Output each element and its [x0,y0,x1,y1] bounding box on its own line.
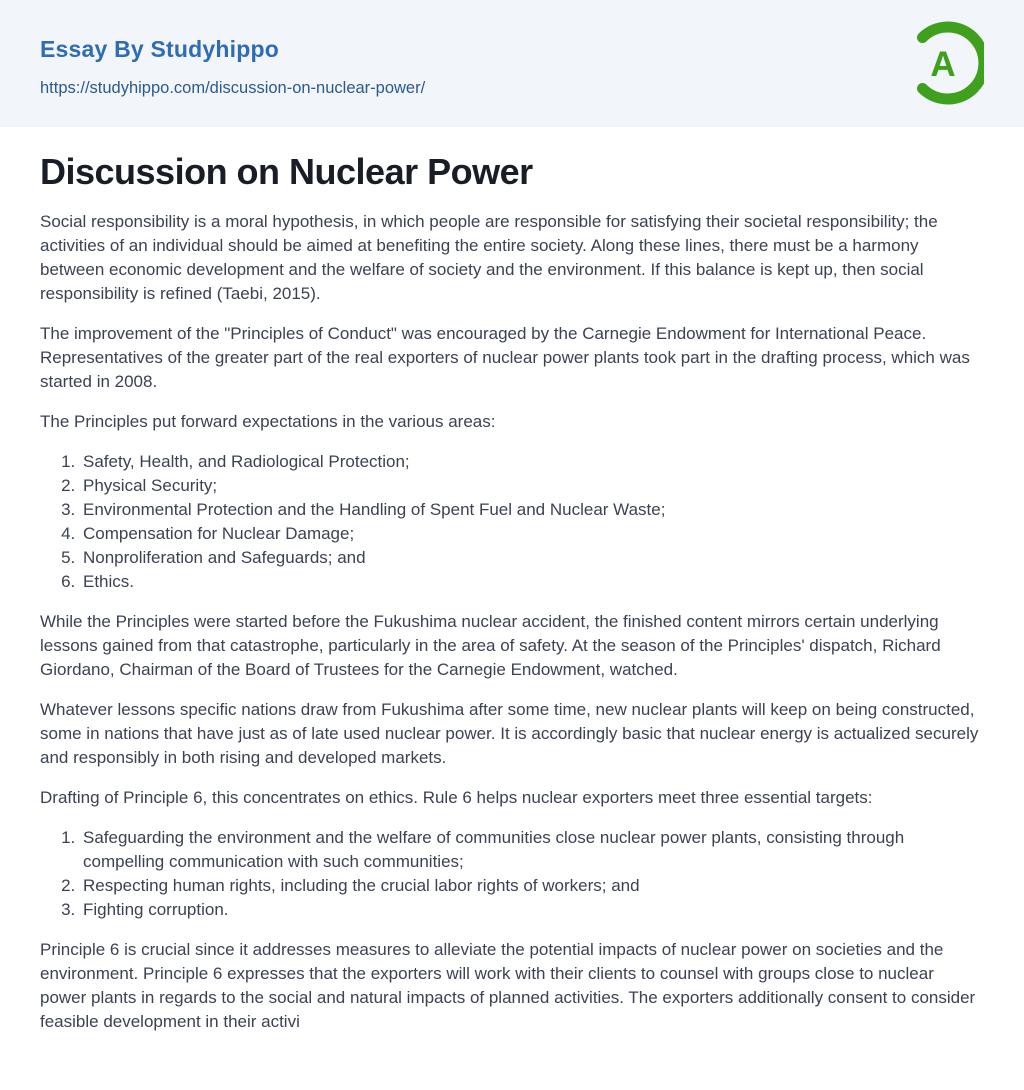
document-header [0,0,1024,127]
byline: Essay By Studyhippo [40,35,279,62]
list-item: 4. Compensation for Nuclear Damage; [80,522,984,546]
list-item: 3. Fighting corruption. [80,898,984,922]
list-item: 1. Safeguarding the environment and the welfare of communities close nuclear power plants, consisting through compelling communication with such communities; [80,826,984,874]
paragraph: Drafting of Principle 6, this concentrates on ethics. Rule 6 helps nuclear exporters meet three essential targets: [40,788,873,807]
essay-content [0,150,1024,1090]
paragraph: Social responsibility is a moral hypothesis, in which people are responsible for satisfying their societal responsibility; the activities of an individual should be aimed at benefiting the entire society. Along these lines, there must be a harmony between economic development and the welfare of society and the environment. If this balance is kept up, then social responsibility is refined (Taebi, 2015). [40,212,938,303]
paragraph: Principle 6 is crucial since it addresses measures to alleviate the potential impacts of nuclear power on societies and the environment. Principle 6 expresses that the exporters will work with their clients to counsel with groups close to nuclear power plants in regards to the social and natural impacts of planned activities. The exporters additionally consent to consider feasible development in their activi [40,940,976,1031]
list-item: 1. Safety, Health, and Radiological Protection; [80,450,984,474]
source-url: https://studyhippo.com/discussion-on-nuclear-power/ [40,78,426,97]
list-item: 5. Nonproliferation and Safeguards; and [80,546,984,570]
logo-arc-a-icon [904,16,984,112]
list-item: 3. Environmental Protection and the Handling of Spent Fuel and Nuclear Waste; [80,498,984,522]
list-item: 6. Ethics. [80,570,984,594]
numbered-list-principles [40,450,984,594]
numbered-list-targets [40,826,984,922]
list-item: 2. Physical Security; [80,474,984,498]
paragraph: The improvement of the "Principles of Conduct" was encouraged by the Carnegie Endowment for International Peace. Representatives of the greater part of the real exporters of nuclear power plants took part in the drafting process, which was started in 2008. [40,324,970,391]
paragraph: Whatever lessons specific nations draw from Fukushima after some time, new nuclear plants will keep on being constructed, some in nations that have just as of late used nuclear power. It is accordingly basic that nuclear energy is actualized securely and responsibly in both rising and developed markets. [40,700,979,767]
list-item: 2. Respecting human rights, including the crucial labor rights of workers; and [80,874,984,898]
paragraph: The Principles put forward expectations in the various areas: [40,412,496,431]
studyhippo-logo [904,16,984,112]
page-title: Discussion on Nuclear Power [40,151,533,192]
logo-letter: A [930,44,956,84]
header-text-block [40,30,425,98]
paragraph: While the Principles were started before the Fukushima nuclear accident, the finished content mirrors certain underlying lessons gained from that catastrophe, particularly in the area of safety. At the season of the Principles' dispatch, Richard Giordano, Chairman of the Board of Trustees for the Carnegie Endowment, watched. [40,612,941,679]
